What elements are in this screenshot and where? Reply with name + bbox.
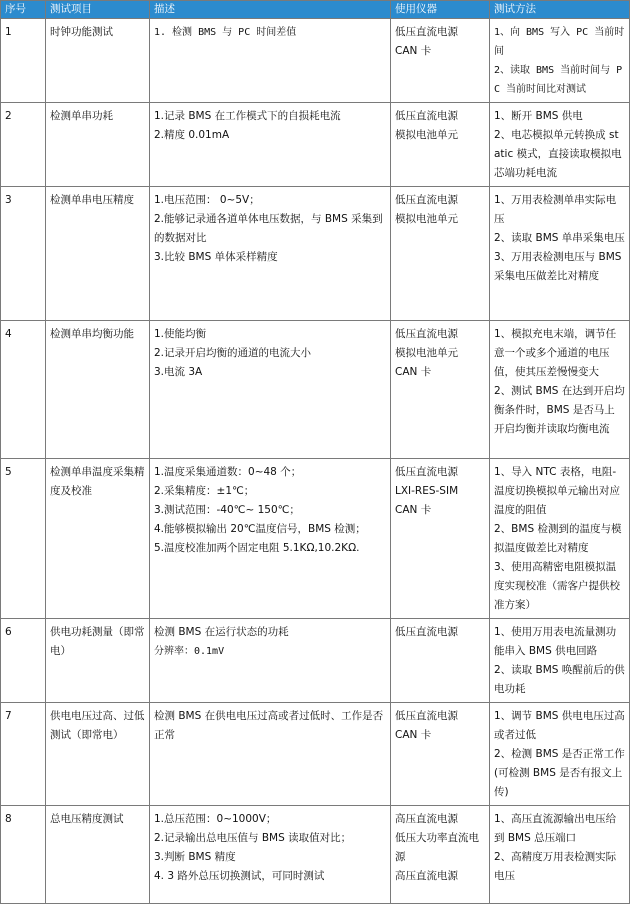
cell-test-method [490, 321, 630, 459]
table-row [1, 321, 630, 459]
header-instruments: 使用仪器 [391, 1, 490, 19]
cell-instruments [391, 619, 490, 703]
method-line: 2、BMS 检测到的温度与模拟温度做差比对精度 [494, 523, 622, 554]
method-line: 1、高压直流源输出电压给到 BMS 总压端口 [494, 813, 617, 844]
method-line: 2、测试 BMS 在达到开启均衡条件时，BMS 是否马上开启均衡并读取均衡电流 [494, 385, 625, 435]
cell-test-item: 检测单串电压精度 [46, 187, 150, 321]
table-row [1, 806, 630, 904]
table-row [1, 103, 630, 187]
method-line: 1、模拟充电末端，调节任意一个或多个通道的电压值，使其压差慢慢变大 [494, 328, 617, 378]
instrument-line: 低压直流电源 [395, 466, 458, 478]
table-row [1, 19, 630, 103]
description-line: 1.电压范围： 0~5V； [154, 194, 260, 206]
cell-test-method [490, 806, 630, 904]
description-line: 2.记录输出总电压值与 BMS 读取值对比； [154, 832, 352, 844]
method-line: 2、读取 BMS 当前时间与 PC 当前时间比对测试 [494, 65, 623, 95]
instrument-line: CAN 卡 [395, 729, 432, 741]
method-line: 1、断开 BMS 供电 [494, 110, 583, 122]
instrument-line: 低压直流电源 [395, 26, 458, 38]
method-line: 2、高精度万用表检测实际电压 [494, 851, 617, 882]
method-line: 1、向 BMS 写入 PC 当前时间 [494, 27, 625, 57]
cell-instruments [391, 321, 490, 459]
method-line: 1、导入 NTC 表格，电阻-温度切换模拟单元输出对应温度的阻值 [494, 466, 620, 516]
cell-instruments [391, 459, 490, 619]
cell-test-method [490, 459, 630, 619]
description-line: 检测 BMS 在运行状态的功耗 [154, 626, 289, 638]
cell-description [150, 187, 391, 321]
cell-description [150, 321, 391, 459]
cell-description [150, 619, 391, 703]
cell-test-item: 供电功耗测量（即常电） [46, 619, 150, 703]
cell-description [150, 103, 391, 187]
instrument-line: LXI-RES-SIM [395, 485, 459, 497]
method-line: 1、万用表检测单串实际电压 [494, 194, 617, 225]
description-line: 分辨率：0.1mV [154, 646, 225, 657]
table-row [1, 459, 630, 619]
method-line: 1、使用万用表电流量测功能串入 BMS 供电回路 [494, 626, 617, 657]
cell-test-method [490, 187, 630, 321]
table-row [1, 619, 630, 703]
method-line: 2、读取 BMS 唤醒前后的供电功耗 [494, 664, 625, 695]
header-no: 序号 [1, 1, 46, 19]
cell-no: 2 [1, 103, 46, 187]
cell-test-item: 检测单串温度采集精度及校准 [46, 459, 150, 619]
cell-no: 4 [1, 321, 46, 459]
method-line: 3、万用表检测电压与 BMS 采集电压做差比对精度 [494, 251, 622, 282]
description-line: 3.电流 3A [154, 366, 203, 378]
instrument-line: 低压大功率直流电源 [395, 832, 479, 863]
description-line: 3.比较 BMS 单体采样精度 [154, 251, 278, 263]
instrument-line: CAN 卡 [395, 45, 432, 57]
description-line: 4.能够模拟输出 20℃温度信号，BMS 检测； [154, 523, 366, 535]
description-line: 3.测试范围：-40℃~ 150℃； [154, 504, 300, 516]
header-description: 描述 [150, 1, 391, 19]
instrument-line: 模拟电池单元 [395, 129, 458, 141]
description-line: 检测 BMS 在供电电压过高或者过低时、工作是否正常 [154, 710, 384, 741]
description-line: 1.总压范围：0~1000V； [154, 813, 277, 825]
method-line: 1、调节 BMS 供电电压过高或者过低 [494, 710, 625, 741]
cell-no: 8 [1, 806, 46, 904]
cell-description [150, 459, 391, 619]
cell-description [150, 806, 391, 904]
header-test-method: 测试方法 [490, 1, 630, 19]
cell-no: 1 [1, 19, 46, 103]
cell-instruments [391, 103, 490, 187]
description-line: 5.温度校准加两个固定电阻 5.1KΩ,10.2KΩ. [154, 542, 360, 554]
instrument-line: 低压直流电源 [395, 110, 458, 122]
method-line: 2、检测 BMS 是否正常工作(可检测 BMS 是否有报文上传) [494, 748, 625, 798]
description-line: 1.记录 BMS 在工作模式下的自损耗电流 [154, 110, 341, 122]
method-line: 2、读取 BMS 单串采集电压 [494, 232, 625, 244]
method-line: 3、使用高精密电阻模拟温度实现校准（需客户提供校准方案） [494, 561, 620, 611]
description-line: 1.使能均衡 [154, 328, 207, 340]
description-line: 2.能够记录通各道单体电压数据，与 BMS 采集到的数据对比 [154, 213, 383, 244]
instrument-line: CAN 卡 [395, 366, 432, 378]
table-row [1, 703, 630, 806]
description-line: 2.记录开启均衡的通道的电流大小 [154, 347, 312, 359]
description-line: 2.精度 0.01mA [154, 129, 230, 141]
cell-test-method [490, 19, 630, 103]
instrument-line: 低压直流电源 [395, 710, 458, 722]
cell-test-item: 总电压精度测试 [46, 806, 150, 904]
cell-test-method [490, 703, 630, 806]
cell-description [150, 19, 391, 103]
instrument-line: 低压直流电源 [395, 328, 458, 340]
cell-test-method [490, 619, 630, 703]
table-row [1, 187, 630, 321]
cell-instruments [391, 19, 490, 103]
description-line: 4. 3 路外总压切换测试，可同时测试 [154, 870, 325, 882]
description-line: 3.判断 BMS 精度 [154, 851, 236, 863]
cell-test-method [490, 103, 630, 187]
instrument-line: 模拟电池单元 [395, 213, 458, 225]
cell-instruments [391, 187, 490, 321]
cell-instruments [391, 806, 490, 904]
cell-no: 7 [1, 703, 46, 806]
method-line: 2、电芯模拟单元转换成 static 模式，直接读取模拟电芯端功耗电流 [494, 129, 622, 179]
description-line: 2.采集精度：±1℃； [154, 485, 255, 497]
header-test-item: 测试项目 [46, 1, 150, 19]
instrument-line: 模拟电池单元 [395, 347, 458, 359]
cell-test-item: 检测单串均衡功能 [46, 321, 150, 459]
description-line: 1.温度采集通道数：0~48 个； [154, 466, 302, 478]
cell-description [150, 703, 391, 806]
cell-test-item: 检测单串功耗 [46, 103, 150, 187]
description-line: 1. 检测 BMS 与 PC 时间差值 [154, 27, 297, 38]
cell-test-item: 时钟功能测试 [46, 19, 150, 103]
cell-instruments [391, 703, 490, 806]
cell-test-item: 供电电压过高、过低测试（即常电） [46, 703, 150, 806]
instrument-line: 高压直流电源 [395, 813, 458, 825]
instrument-line: 高压直流电源 [395, 870, 458, 882]
instrument-line: 低压直流电源 [395, 626, 458, 638]
cell-no: 6 [1, 619, 46, 703]
cell-no: 5 [1, 459, 46, 619]
cell-no: 3 [1, 187, 46, 321]
instrument-line: CAN 卡 [395, 504, 432, 516]
instrument-line: 低压直流电源 [395, 194, 458, 206]
table-header-row [1, 1, 630, 19]
